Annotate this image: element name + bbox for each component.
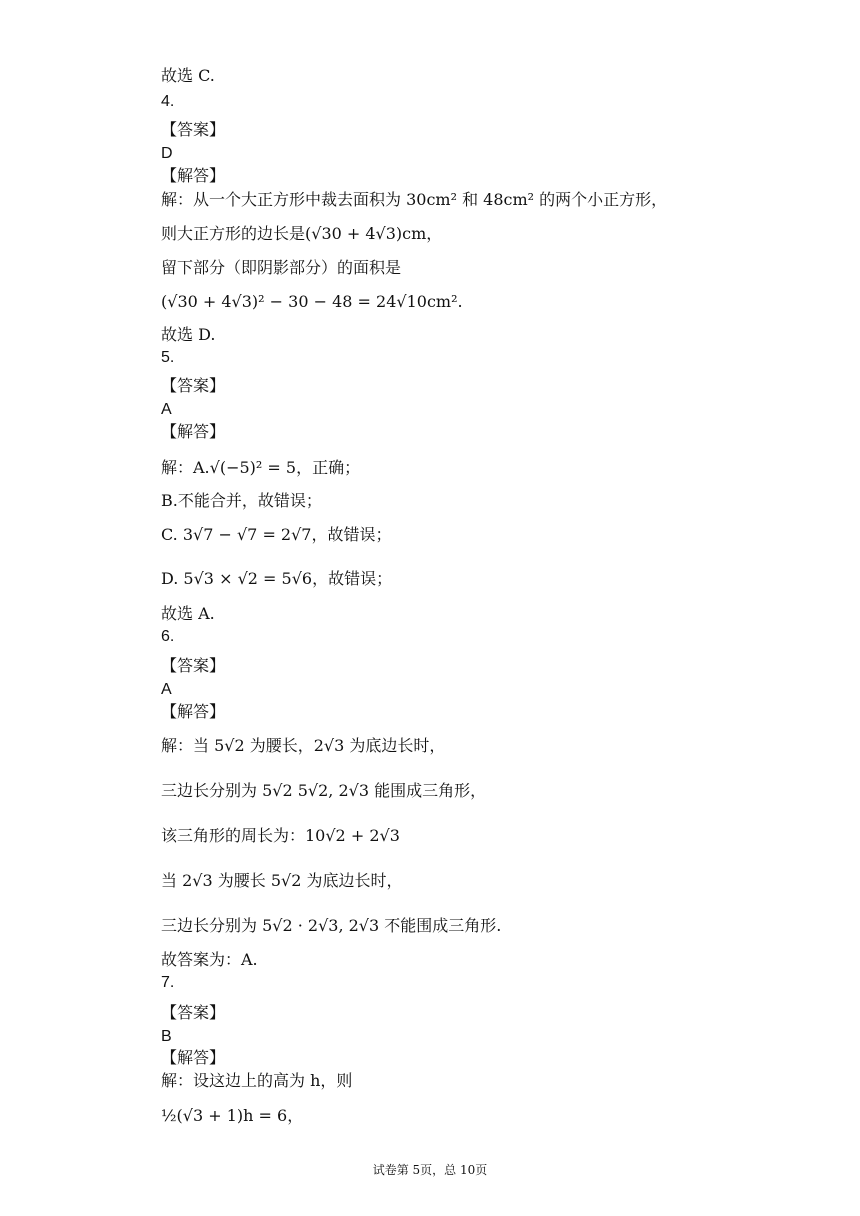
text-line: 故选 D. xyxy=(161,325,216,344)
solution-label: 【解答】 xyxy=(161,702,226,721)
answer-value: A xyxy=(161,681,172,698)
answer-value: D xyxy=(161,145,173,162)
answer-label: 【答案】 xyxy=(161,120,226,139)
solution-label: 【解答】 xyxy=(161,166,226,185)
math-line: 三边长分别为 5√2 5√2, 2√3 能围成三角形， xyxy=(161,781,487,800)
math-line: 解：A.√(−5)² = 5，正确； xyxy=(161,458,361,477)
answer-label: 【答案】 xyxy=(161,656,226,675)
answer-value: A xyxy=(161,401,172,418)
question-number: 5. xyxy=(161,349,175,366)
solution-label: 【解答】 xyxy=(161,422,226,441)
text-line: 故选 A. xyxy=(161,604,215,623)
answer-label: 【答案】 xyxy=(161,1003,226,1022)
math-line: 当 2√3 为腰长 5√2 为底边长时， xyxy=(161,871,403,890)
math-line: 该三角形的周长为：10√2 + 2√3 xyxy=(161,826,400,845)
math-line: ½(√3 + 1)h = 6， xyxy=(161,1106,304,1125)
text-line: 解：设这边上的高为 h，则 xyxy=(161,1071,353,1090)
question-number: 7. xyxy=(161,974,175,991)
math-line: D. 5√3 × √2 = 5√6，故错误； xyxy=(161,569,393,588)
text-line: 故答案为：A. xyxy=(161,950,258,969)
answer-label: 【答案】 xyxy=(161,376,226,395)
math-line: 三边长分别为 5√2 · 2√3, 2√3 不能围成三角形. xyxy=(161,916,502,935)
math-line: 则大正方形的边长是(√30 + 4√3)cm， xyxy=(161,224,443,243)
math-line: 解：当 5√2 为腰长，2√3 为底边长时， xyxy=(161,736,446,755)
question-number: 6. xyxy=(161,628,175,645)
math-line: (√30 + 4√3)² − 30 − 48 = 24√10cm². xyxy=(161,292,463,311)
text-line: 故选 C. xyxy=(161,66,215,85)
solution-label: 【解答】 xyxy=(161,1048,226,1067)
text-line: 解：从一个大正方形中裁去面积为 30cm² 和 48cm² 的两个小正方形， xyxy=(161,190,668,209)
page-footer: 试卷第 5页，总 10页 xyxy=(372,1163,488,1177)
answer-value: B xyxy=(161,1028,172,1045)
question-number: 4. xyxy=(161,93,175,110)
text-line: B.不能合并，故错误； xyxy=(161,491,322,510)
text-line: 留下部分（即阴影部分）的面积是 xyxy=(161,258,402,277)
math-line: C. 3√7 − √7 = 2√7，故错误； xyxy=(161,525,392,544)
